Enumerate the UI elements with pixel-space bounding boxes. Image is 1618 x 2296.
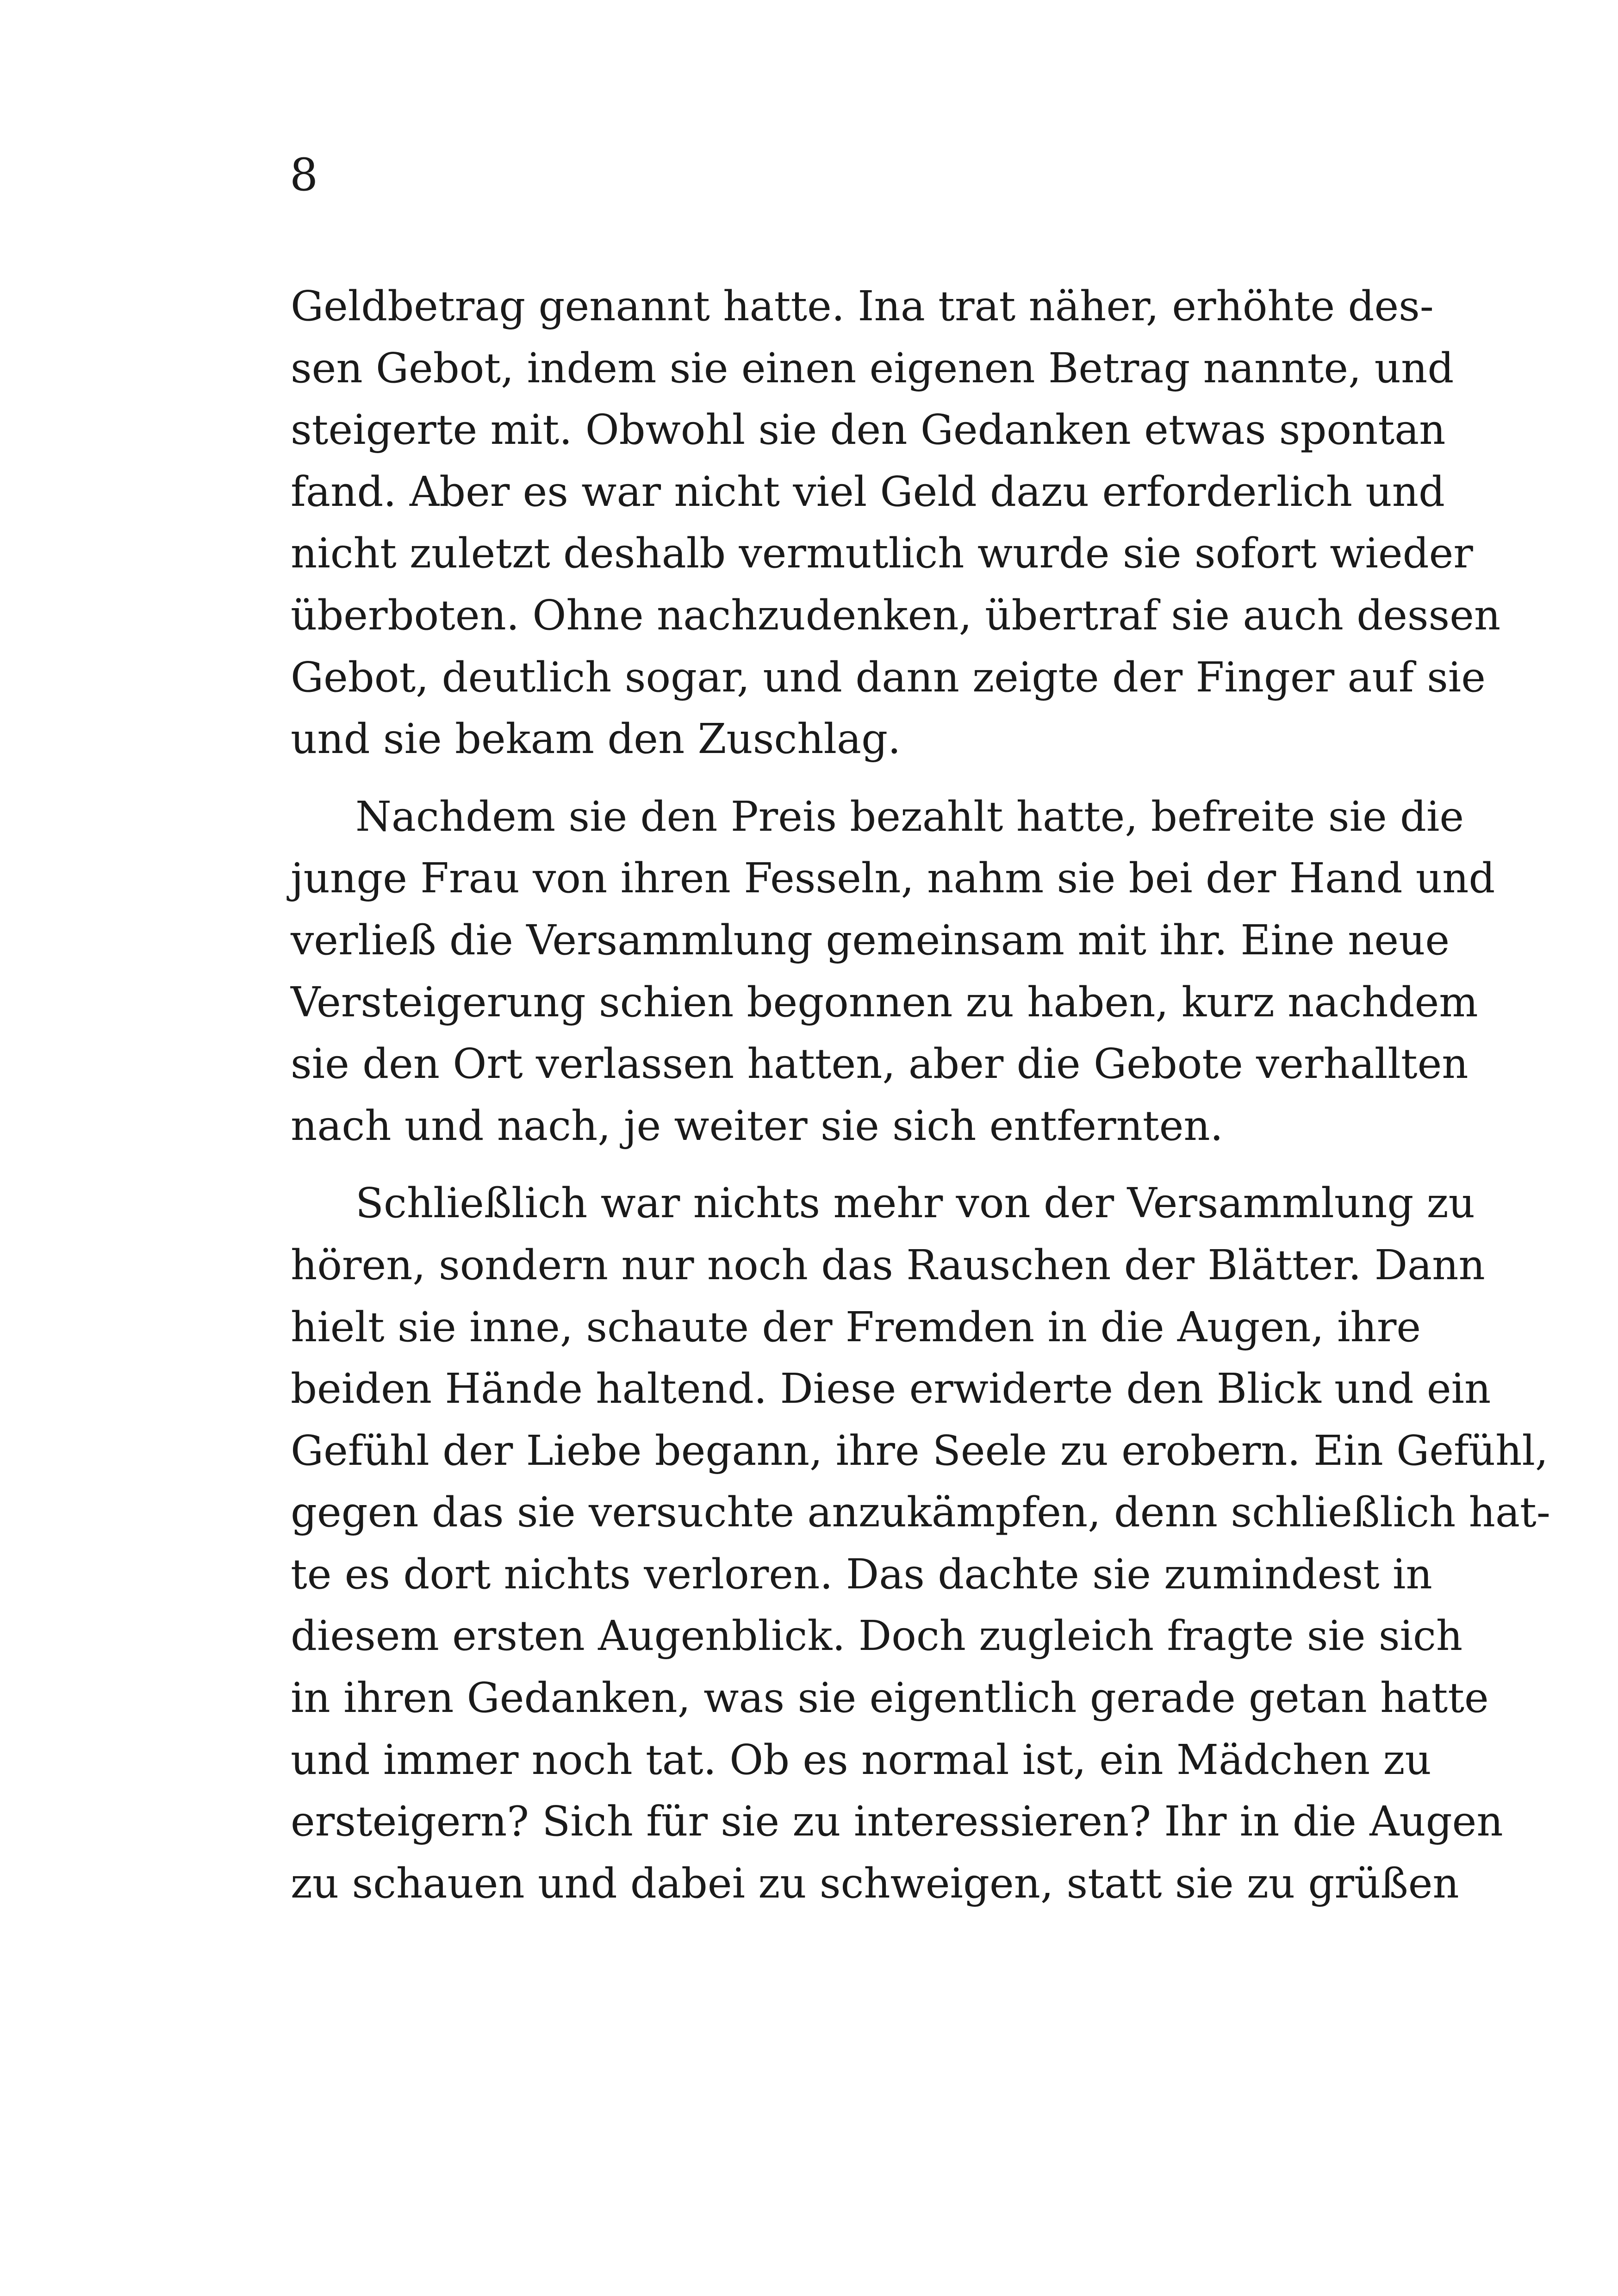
text-line: verließ die Versammlung gemeinsam mit ihr. Eine neue <box>291 915 1450 964</box>
paragraph <box>291 275 1501 770</box>
text-line: überboten. Ohne nachzudenken, übertraf sie auch dessen <box>291 591 1501 639</box>
text-line: Schließlich war nichts mehr von der Versammlung zu <box>355 1179 1475 1227</box>
page-number: 8 <box>290 149 318 201</box>
text-line: Versteigerung schien begonnen zu haben, kurz nachdem <box>291 977 1478 1026</box>
text-line: ersteigern? Sich für sie zu interessieren? Ihr in die Augen <box>291 1797 1503 1846</box>
text-line: und sie bekam den Zuschlag. <box>291 715 901 763</box>
text-line: beiden Hände haltend. Diese erwiderte den Blick und ein <box>291 1364 1491 1413</box>
text-line: hielt sie inne, schaute der Fremden in die Augen, ihre <box>291 1302 1421 1351</box>
text-line: sie den Ort verlassen hatten, aber die Gebote verhallten <box>291 1039 1469 1088</box>
text-line: steigerte mit. Obwohl sie den Gedanken etwas spontan <box>291 405 1446 454</box>
text-line: nach und nach, je weiter sie sich entfernten. <box>291 1101 1223 1150</box>
body-text <box>291 275 1550 1914</box>
text-line: Gebot, deutlich sogar, und dann zeigte der Finger auf sie <box>291 653 1486 701</box>
text-line: Geldbetrag genannt hatte. Ina trat näher, erhöhte des- <box>291 282 1434 330</box>
text-line: gegen das sie versuchte anzukämpfen, denn schließlich hat- <box>291 1488 1550 1537</box>
text-line: zu schauen und dabei zu schweigen, statt sie zu grüßen <box>291 1859 1459 1907</box>
text-line: in ihren Gedanken, was sie eigentlich gerade getan hatte <box>291 1674 1489 1722</box>
text-line: Gefühl der Liebe begann, ihre Seele zu erobern. Ein Gefühl, <box>291 1426 1549 1475</box>
paragraph <box>291 1172 1550 1914</box>
text-line: Nachdem sie den Preis bezahlt hatte, befreite sie die <box>355 792 1464 840</box>
text-line: nicht zuletzt deshalb vermutlich wurde sie sofort wieder <box>291 529 1473 578</box>
text-line: diesem ersten Augenblick. Doch zugleich fragte sie sich <box>291 1612 1463 1660</box>
text-line: hören, sondern nur noch das Rauschen der Blätter. Dann <box>291 1240 1485 1289</box>
text-line: fand. Aber es war nicht viel Geld dazu erforderlich und <box>291 467 1445 516</box>
text-line: sen Gebot, indem sie einen eigenen Betrag nannte, und <box>291 343 1454 392</box>
text-line: und immer noch tat. Ob es normal ist, ein Mädchen zu <box>291 1735 1431 1784</box>
text-line: te es dort nichts verloren. Das dachte sie zumindest in <box>291 1549 1432 1598</box>
paragraph <box>291 786 1495 1157</box>
text-line: junge Frau von ihren Fesseln, nahm sie bei der Hand und <box>291 854 1495 902</box>
